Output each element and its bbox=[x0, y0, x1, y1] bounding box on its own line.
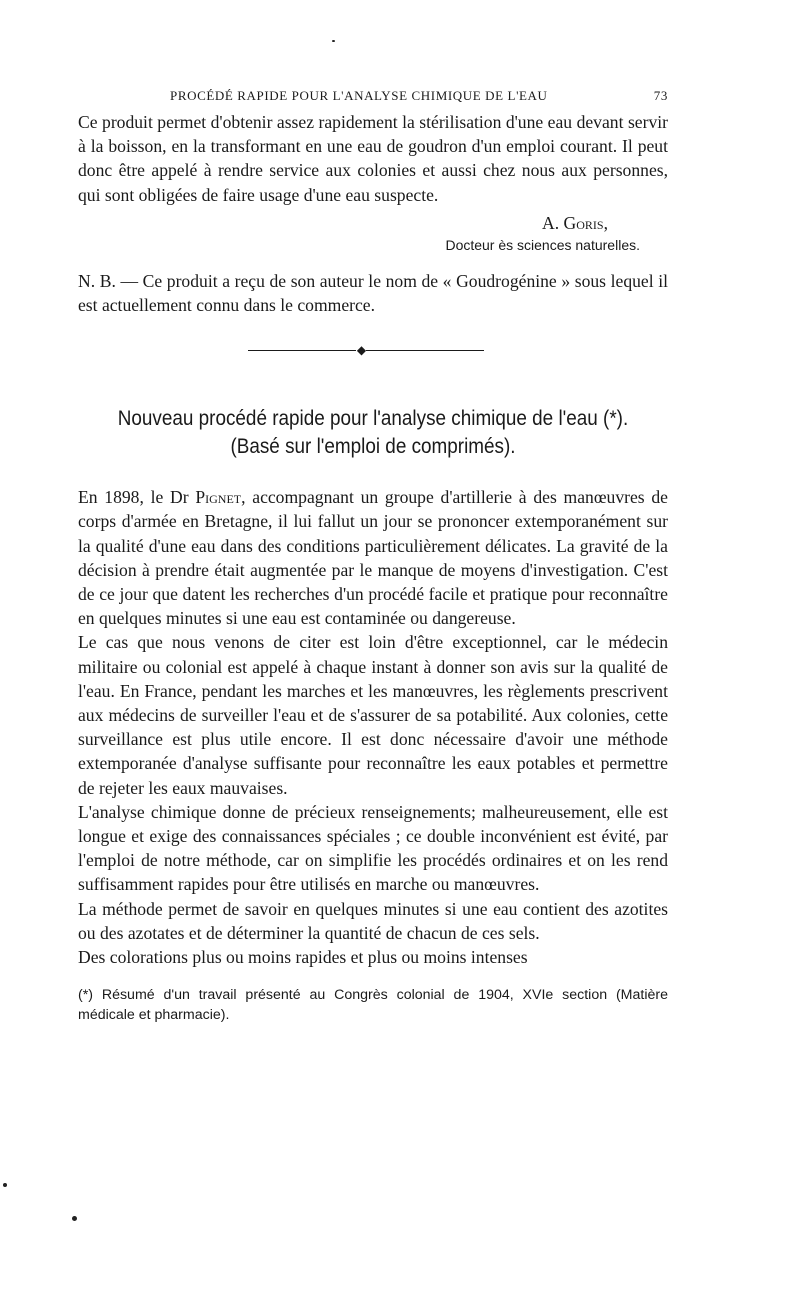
divider-line-left bbox=[248, 350, 356, 351]
running-head bbox=[170, 88, 668, 110]
paragraph-text: , accompagnant un groupe d'artillerie à des manœuvres de corps d'armée en Bretagne, il lui fallut un jour se prononcer extemporanément sur la qualité d'une eau dans des conditions particulièrement délicates. La gravité de la décision à prendre était augmentée par le manque de moyens d'investigation. C'est de ce jour que datent les recherches d'un procédé facile et pratique pour reconnaître en quelques minutes si une eau est contaminée ou dangereuse. bbox=[78, 487, 668, 629]
article-paragraph: Des colorations plus ou moins rapides et plus ou moins intenses bbox=[78, 947, 528, 968]
page bbox=[78, 88, 668, 1025]
section-divider bbox=[78, 341, 668, 361]
paragraph-text: En 1898, le Dr bbox=[78, 487, 196, 508]
author-name: Goris, bbox=[563, 212, 608, 233]
nb-paragraph: N. B. — Ce produit a reçu de son auteur le nom de « Goudrogénine » sous lequel il est actuellement connu dans le commerce. bbox=[78, 270, 668, 316]
print-speck bbox=[72, 1216, 77, 1221]
article-paragraph: Le cas que nous venons de citer est loin d'être exceptionnel, car le médecin militaire ou colonial est appelé à chaque instant à donner son avis sur la qualité de l'eau. En France, pendant les marches et les manœuvres, les règlements prescrivent aux médecins de surveiller l'eau et de s'assurer de sa potabilité. Aux colonies, cette surveillance est plus utile encore. Il est donc nécessaire d'avoir une méthode extemporanée d'analyse suffisante pour reconnaître les eaux potables et permettre de rejeter les eaux mauvaises. bbox=[78, 632, 668, 798]
print-speck bbox=[332, 40, 335, 42]
author-affiliation: Docteur ès sciences naturelles. bbox=[445, 236, 640, 253]
divider-line-right bbox=[366, 350, 484, 351]
author-signature bbox=[78, 211, 668, 235]
article-paragraph bbox=[78, 485, 668, 630]
page-number: 73 bbox=[653, 88, 668, 103]
article-body bbox=[78, 485, 668, 969]
intro-paragraph: Ce produit permet d'obtenir assez rapidement la stérilisation d'une eau devant servir à la boisson, en la transformant en une eau de goudron d'un emploi courant. Il peut donc être appelé à rendre service aux colonies et aussi chez nous aux personnes, qui sont obligées de faire usage d'une eau suspecte. bbox=[78, 112, 668, 205]
article-paragraph: L'analyse chimique donne de précieux renseignements; malheureusement, elle est longue et exige des connaissances spéciales ; ce double inconvénient est évité, par l'emploi de notre méthode, car on simplifie les procédés ordinaires et on les rend suffisamment rapides pour être utilisés en marche ou manœuvres. bbox=[78, 801, 668, 895]
article-title: Nouveau procédé rapide pour l'analyse chimique de l'eau (*). bbox=[117, 407, 629, 431]
article-subtitle: (Basé sur l'emploi de comprimés). bbox=[230, 435, 516, 459]
author-initial: A. bbox=[542, 212, 560, 233]
diamond-ornament-icon: ◆ bbox=[356, 343, 367, 358]
article-paragraph: La méthode permet de savoir en quelques minutes si une eau contient des azotites ou des azotates et de déterminer la quantité de chacun de ces sels. bbox=[78, 898, 668, 943]
person-name: Pignet bbox=[195, 487, 242, 508]
footnote: (*) Résumé d'un travail présenté au Congrès colonial de 1904, XVIe section (Matière médicale et pharmacie). bbox=[78, 987, 668, 1024]
print-speck bbox=[3, 1183, 7, 1187]
running-head-title: PROCÉDÉ RAPIDE POUR L'ANALYSE CHIMIQUE DE L'EAU bbox=[170, 88, 548, 103]
